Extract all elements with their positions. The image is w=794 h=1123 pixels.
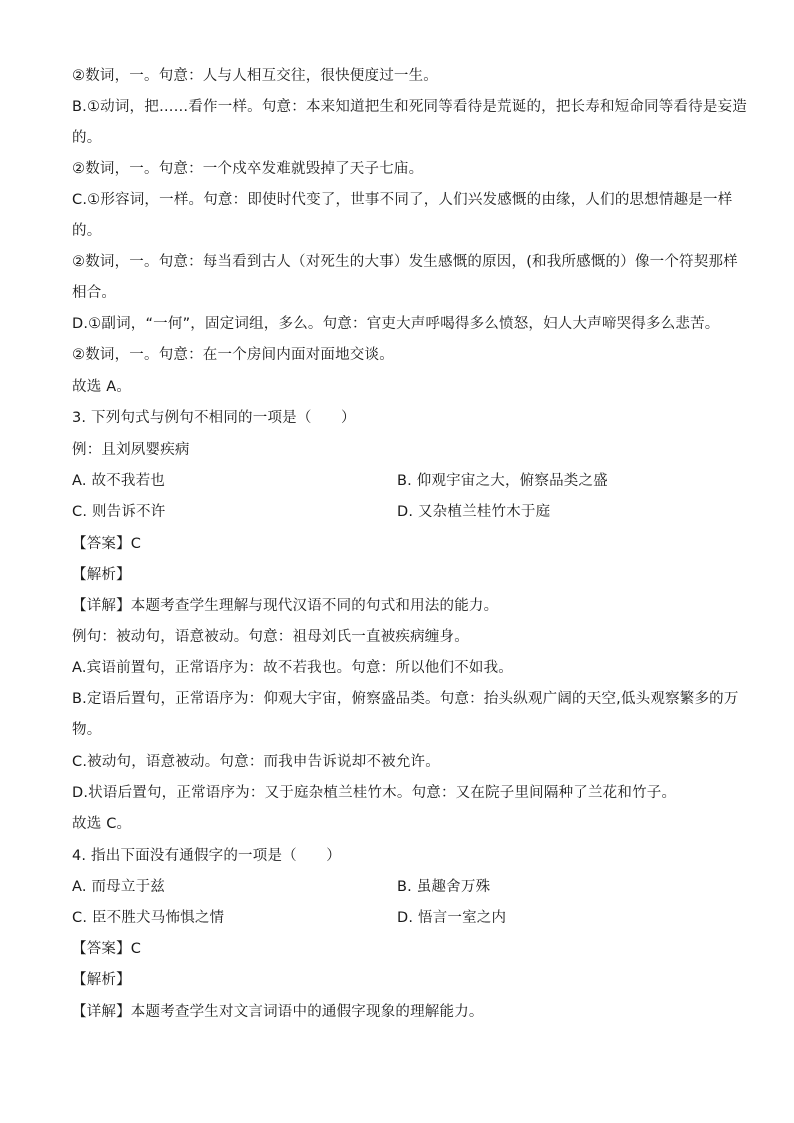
text-line: ②数词，一。句意：每当看到古人（对死生的大事）发生感慨的原因，(和我所感慨的）像一个符契那样 — [72, 254, 738, 270]
q4-option-b: B. 虽趣舍万殊 — [397, 879, 491, 895]
answer-label: 【答案】C — [72, 536, 142, 552]
text-line: 故选 A。 — [72, 379, 132, 395]
text-line: C.①形容词，一样。句意：即使时代变了，世事不同了，人们兴发感慨的由缘，人们的思想情趣是一样 — [72, 192, 733, 208]
question-3-example: 例：且刘夙婴疾病 — [72, 442, 190, 458]
q3-option-b: B. 仰观宇宙之大，俯察品类之盛 — [397, 473, 608, 489]
text-line: 故选 C。 — [72, 816, 132, 832]
text-line: B.定语后置句，正常语序为：仰观大宇宙，俯察盛品类。句意：抬头纵观广阔的天空,低头观察繁多的万 — [72, 691, 739, 707]
text-line: 物。 — [72, 722, 102, 738]
question-3-stem: 3. 下列句式与例句不相同的一项是（ ） — [72, 410, 356, 426]
text-line: 的。 — [72, 130, 102, 146]
text-line: A.宾语前置句，正常语序为：故不若我也。句意：所以他们不如我。 — [72, 660, 513, 676]
question-4-stem: 4. 指出下面没有通假字的一项是（ ） — [72, 848, 341, 864]
analysis-label: 【解析】 — [72, 972, 131, 988]
text-line: B.①动词，把……看作一样。句意：本来知道把生和死同等看待是荒诞的，把长寿和短命同等看待是妄造 — [72, 99, 747, 115]
detail-text: 【详解】本题考查学生理解与现代汉语不同的句式和用法的能力。 — [72, 598, 499, 614]
text-line: 例句：被动句，语意被动。句意：祖母刘氏一直被疾病缠身。 — [72, 629, 469, 645]
text-line: 的。 — [72, 223, 102, 239]
q3-option-a: A. 故不我若也 — [72, 473, 165, 489]
text-line: 相合。 — [72, 285, 117, 301]
q3-option-d: D. 又杂植兰桂竹木于庭 — [397, 504, 551, 520]
text-line: D.状语后置句，正常语序为：又于庭杂植兰桂竹木。句意：又在院子里间隔种了兰花和竹子。 — [72, 785, 677, 801]
text-line: ②数词，一。句意：一个戍卒发难就毁掉了天子七庙。 — [72, 161, 424, 177]
text-line: C.被动句，语意被动。句意：而我申告诉说却不被允许。 — [72, 754, 440, 770]
q4-option-c: C. 臣不胜犬马怖惧之情 — [72, 910, 225, 926]
text-line: D.①副词，“一何”，固定词组，多么。句意：官吏大声呼喝得多么愤怒，妇人大声啼哭得多么悲苦。 — [72, 316, 720, 332]
text-line: ②数词，一。句意：人与人相互交往，很快便度过一生。 — [72, 68, 438, 84]
detail-text: 【详解】本题考查学生对文言词语中的通假字现象的理解能力。 — [72, 1004, 484, 1020]
analysis-label: 【解析】 — [72, 567, 131, 583]
q3-option-c: C. 则告诉不许 — [72, 504, 166, 520]
q4-option-d: D. 悟言一室之内 — [397, 910, 507, 926]
text-line: ②数词，一。句意：在一个房间内面对面地交谈。 — [72, 347, 394, 363]
q4-option-a: A. 而母立于兹 — [72, 879, 165, 895]
answer-label: 【答案】C — [72, 941, 142, 957]
